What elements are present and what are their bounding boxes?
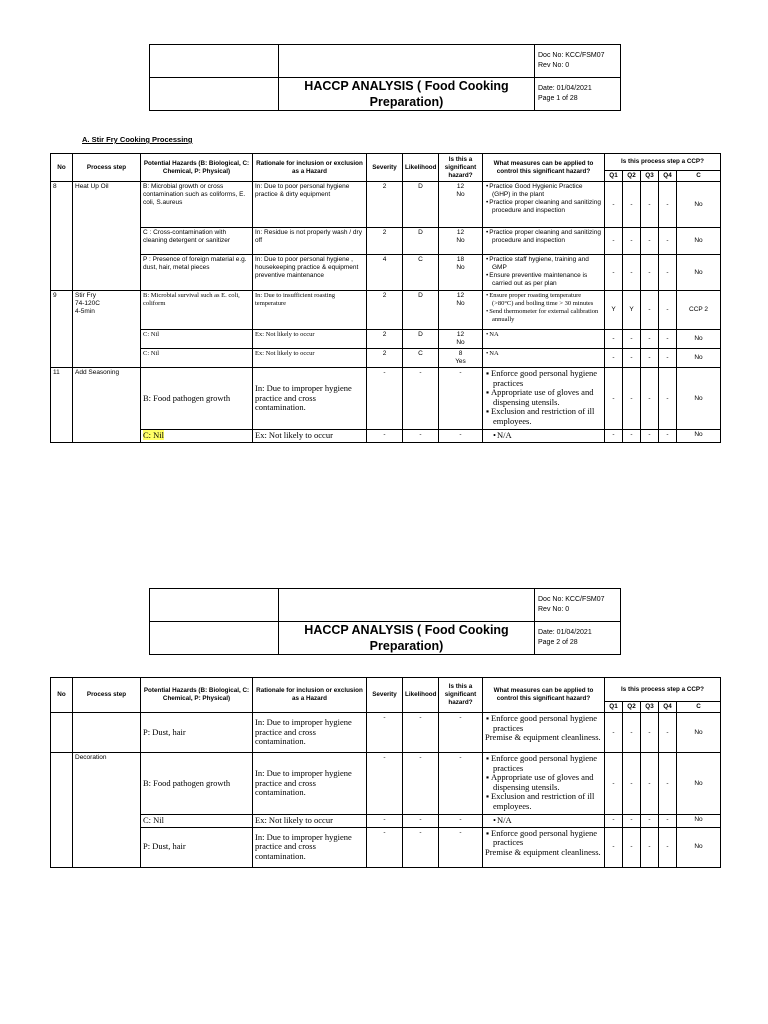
measures [483,330,605,349]
measure-item: ▪ Enforce good personal hygiene practices [493,829,602,848]
table-row [51,713,721,753]
significance: Yes [455,358,466,365]
rev-no: Rev No: 0 [538,62,570,69]
header-logo-cell [150,589,279,622]
q1: Y [605,291,623,330]
score: 12 [456,229,465,236]
measures [483,430,605,443]
score: 18 [456,256,465,263]
rationale: In: Due to improper hygiene practice and cross contamination. [253,753,367,815]
likelihood: D [403,228,439,255]
q2: - [623,255,641,291]
table-row [51,182,721,228]
measures [483,827,605,867]
measures [483,255,605,291]
q1: - [605,713,623,753]
process-step [73,291,141,368]
hazard: B: Food pathogen growth [141,368,253,430]
measure-item: • Practice proper cleaning and sanitizing procedure and inspection [492,199,602,215]
q2: - [623,430,641,443]
ccp-result: No [677,182,721,228]
q2: - [623,815,641,828]
q2: Y [623,291,641,330]
q3: - [641,330,659,349]
measure-item: ▪ Enforce good personal hygiene practices [493,714,602,733]
hazard: P: Dust, hair [141,827,253,867]
measure-item: • N/A [499,431,602,441]
page2-header [149,588,621,655]
header-logo-cell [150,622,279,655]
q1: - [605,349,623,368]
rationale: In: Due to improper hygiene practice and cross contamination. [253,368,367,430]
likelihood: C [403,255,439,291]
q4: - [659,368,677,430]
measures [483,291,605,330]
score: 8 [458,350,463,357]
q1: - [605,330,623,349]
col-no: No [51,678,73,713]
col-q4: Q4 [659,171,677,182]
q1: - [605,827,623,867]
significance: No [456,191,465,198]
measures [483,753,605,815]
significance: No [456,264,465,271]
col-severity: Severity [367,154,403,182]
col-c: C [677,702,721,713]
col-q1: Q1 [605,702,623,713]
hazard [141,430,253,443]
col-hazards: Potential Hazards (B: Biological, C: Chemical, P: Physical) [141,678,253,713]
q4: - [659,330,677,349]
header-blank-cell [279,589,535,622]
q4: - [659,291,677,330]
significance: No [456,339,465,346]
q1: - [605,753,623,815]
significant: - [439,753,483,815]
q3: - [641,827,659,867]
rationale: Ex: Not likely to occur [253,815,367,828]
significant: - [439,713,483,753]
hazard: C: Nil [141,815,253,828]
hazard: B: Microbial survival such as E. coli, coliform [141,291,253,330]
q3: - [641,368,659,430]
significant [439,255,483,291]
likelihood: - [403,713,439,753]
doc-no: Doc No: KCC/FSM07 [538,52,605,59]
q3: - [641,713,659,753]
q3: - [641,753,659,815]
q4: - [659,827,677,867]
process-step [73,713,141,753]
q2: - [623,182,641,228]
ccp-result: No [677,228,721,255]
q4: - [659,182,677,228]
q2: - [623,349,641,368]
measure-item: • Practice staff hygiene, training and GMP [492,256,602,272]
q3: - [641,228,659,255]
rationale: In: Due to improper hygiene practice and cross contamination. [253,827,367,867]
significant [439,228,483,255]
measure-item: • Practice proper cleaning and sanitizing procedure and inspection [492,229,602,245]
q2: - [623,368,641,430]
q4: - [659,228,677,255]
col-rationale: Rationale for inclusion or exclusion as a Hazard [253,678,367,713]
measure-item: ▪ Appropriate use of gloves and dispensing utensils. [493,388,602,407]
significant [439,182,483,228]
header-date-cell [535,622,621,655]
q3: - [641,349,659,368]
table-row [51,228,721,255]
col-significant: Is this a significant hazard? [439,154,483,182]
table-row [51,349,721,368]
q1: - [605,368,623,430]
measure-item: • NA [492,331,602,339]
col-q2: Q2 [623,702,641,713]
table-row [51,815,721,828]
q2: - [623,330,641,349]
significant [439,330,483,349]
measures [483,713,605,753]
q1: - [605,228,623,255]
col-q4: Q4 [659,702,677,713]
likelihood: C [403,349,439,368]
col-measures: What measures can be applied to control this significant hazard? [483,678,605,713]
header-logo-cell [150,45,279,78]
significant: - [439,827,483,867]
table-row [51,430,721,443]
col-ccp: Is this process step a CCP? [605,154,721,171]
table-row [51,291,721,330]
hazard: C: Nil [141,330,253,349]
document-title: HACCP ANALYSIS ( Food Cooking Preparation) [279,78,535,111]
doc-date: Date: 01/04/2021 [538,85,592,92]
score: 12 [456,183,465,190]
ccp-result: No [677,827,721,867]
measure-item: • N/A [499,816,602,826]
severity: 2 [367,228,403,255]
ccp-result: No [677,430,721,443]
step-no: 8 [51,182,73,291]
significant [439,291,483,330]
q1: - [605,255,623,291]
ccp-result: No [677,713,721,753]
doc-date: Date: 01/04/2021 [538,629,592,636]
measure-item: ▪ Enforce good personal hygiene practices [493,369,602,388]
ccp-result: No [677,330,721,349]
col-severity: Severity [367,678,403,713]
measures [483,228,605,255]
measure-item: ▪ Exclusion and restriction of ill employees. [493,792,602,811]
col-likelihood: Likelihood [403,154,439,182]
measure-item: ▪ Exclusion and restriction of ill employees. [493,407,602,426]
col-rationale: Rationale for inclusion or exclusion as a Hazard [253,154,367,182]
hazard: P: Dust, hair [141,713,253,753]
q3: - [641,291,659,330]
q1: - [605,182,623,228]
rationale: In: Due to poor personal hygiene practice & dirty equipment [253,182,367,228]
section-title: A. Stir Fry Cooking Processing [82,135,193,144]
haccp-table-page1 [50,153,721,443]
step-temp: 74-120C [75,300,100,307]
ccp-result: No [677,753,721,815]
process-step: Add Seasoning [73,368,141,443]
col-q3: Q3 [641,702,659,713]
measure-item: • Practice Good Hygienic Practice (GHP) in the plant [492,183,602,199]
header-blank-cell [279,45,535,78]
likelihood: D [403,330,439,349]
likelihood: - [403,368,439,430]
severity: - [367,815,403,828]
severity: 4 [367,255,403,291]
step-no: 9 [51,291,73,368]
table-row [51,753,721,815]
header-doc-cell [535,45,621,78]
step-name: Stir Fry [75,292,96,299]
col-hazards: Potential Hazards (B: Biological, C: Chemical, P: Physical) [141,154,253,182]
measure-item: ▪ Appropriate use of gloves and dispensing utensils. [493,773,602,792]
col-process-step: Process step [73,154,141,182]
q4: - [659,815,677,828]
doc-no: Doc No: KCC/FSM07 [538,596,605,603]
step-time: 4-5min [75,308,95,315]
likelihood: - [403,430,439,443]
hazard: P : Presence of foreign material e.g. dust, hair, metal pieces [141,255,253,291]
ccp-result: No [677,349,721,368]
table-row [51,255,721,291]
ccp-result: No [677,255,721,291]
score: 12 [456,331,465,338]
table-row [51,827,721,867]
table-row [51,368,721,430]
measure-item: ▪ Enforce good personal hygiene practices [493,754,602,773]
q1: - [605,430,623,443]
q3: - [641,815,659,828]
col-q2: Q2 [623,171,641,182]
q4: - [659,753,677,815]
q4: - [659,349,677,368]
severity: 2 [367,330,403,349]
highlighted-hazard: C: Nil [143,430,165,440]
col-significant: Is this a significant hazard? [439,678,483,713]
significant: - [439,815,483,828]
q3: - [641,182,659,228]
rationale: In: Due to improper hygiene practice and cross contamination. [253,713,367,753]
ccp-result: CCP 2 [677,291,721,330]
likelihood: D [403,182,439,228]
severity: 2 [367,291,403,330]
rationale: Ex: Not likely to occur [253,349,367,368]
measure-item: • Ensure proper roasting temperature (>80°C) and boiling time > 30 minutes [492,292,602,308]
measure-item: • NA [492,350,602,358]
hazard: B: Food pathogen growth [141,753,253,815]
severity: 2 [367,182,403,228]
step-no [51,753,73,868]
severity: - [367,827,403,867]
measure-text: Premise & equipment cleanliness. [485,846,601,857]
q3: - [641,255,659,291]
significant: - [439,430,483,443]
q2: - [623,753,641,815]
header-date-cell [535,78,621,111]
col-no: No [51,154,73,182]
table-row [51,330,721,349]
q4: - [659,255,677,291]
col-c: C [677,171,721,182]
rationale: Ex: Not likely to occur [253,430,367,443]
hazard: C: Nil [141,349,253,368]
page1-header [149,44,621,111]
severity: - [367,430,403,443]
likelihood: - [403,753,439,815]
likelihood: D [403,291,439,330]
severity: - [367,753,403,815]
haccp-table-page2 [50,677,721,868]
process-step: Heat Up Oil [73,182,141,291]
col-measures: What measures can be applied to control this significant hazard? [483,154,605,182]
q3: - [641,430,659,443]
ccp-result: No [677,815,721,828]
likelihood: - [403,815,439,828]
page-number: Page 1 of 28 [538,95,578,102]
rationale: In: Residue is not properly wash / dry off [253,228,367,255]
significant: - [439,368,483,430]
q2: - [623,827,641,867]
q2: - [623,713,641,753]
score: 12 [456,292,465,299]
measures [483,815,605,828]
severity: - [367,368,403,430]
rev-no: Rev No: 0 [538,606,570,613]
measure-item: • Ensure preventive maintenance is carried out as per plan [492,272,602,288]
rationale: In: Due to insufficient roasting temperature [253,291,367,330]
page-number: Page 2 of 28 [538,639,578,646]
process-step: Decoration [73,753,141,868]
header-doc-cell [535,589,621,622]
col-ccp: Is this process step a CCP? [605,678,721,702]
col-q1: Q1 [605,171,623,182]
measure-item: • Send thermometer for external calibration annually [492,308,602,324]
document-title: HACCP ANALYSIS ( Food Cooking Preparation) [279,622,535,655]
likelihood: - [403,827,439,867]
rationale: Ex: Not likely to occur [253,330,367,349]
q4: - [659,430,677,443]
measures [483,182,605,228]
significant [439,349,483,368]
ccp-result: No [677,368,721,430]
rationale: In: Due to poor personal hygiene , housekeeping practice & equipment preventive maintenance [253,255,367,291]
step-no: 11 [51,368,73,443]
col-process-step: Process step [73,678,141,713]
q4: - [659,713,677,753]
hazard: C : Cross-contamination with cleaning detergent or sanitizer [141,228,253,255]
hazard: B: Microbial growth or cross contamination such as coliforms, E. coli, S.aureus [141,182,253,228]
col-q3: Q3 [641,171,659,182]
q1: - [605,815,623,828]
severity: 2 [367,349,403,368]
measures [483,349,605,368]
significance: No [456,237,465,244]
col-likelihood: Likelihood [403,678,439,713]
q2: - [623,228,641,255]
measure-text: Premise & equipment cleanliness. [485,732,601,742]
severity: - [367,713,403,753]
header-logo-cell [150,78,279,111]
measures [483,368,605,430]
step-no [51,713,73,753]
significance: No [456,300,465,307]
